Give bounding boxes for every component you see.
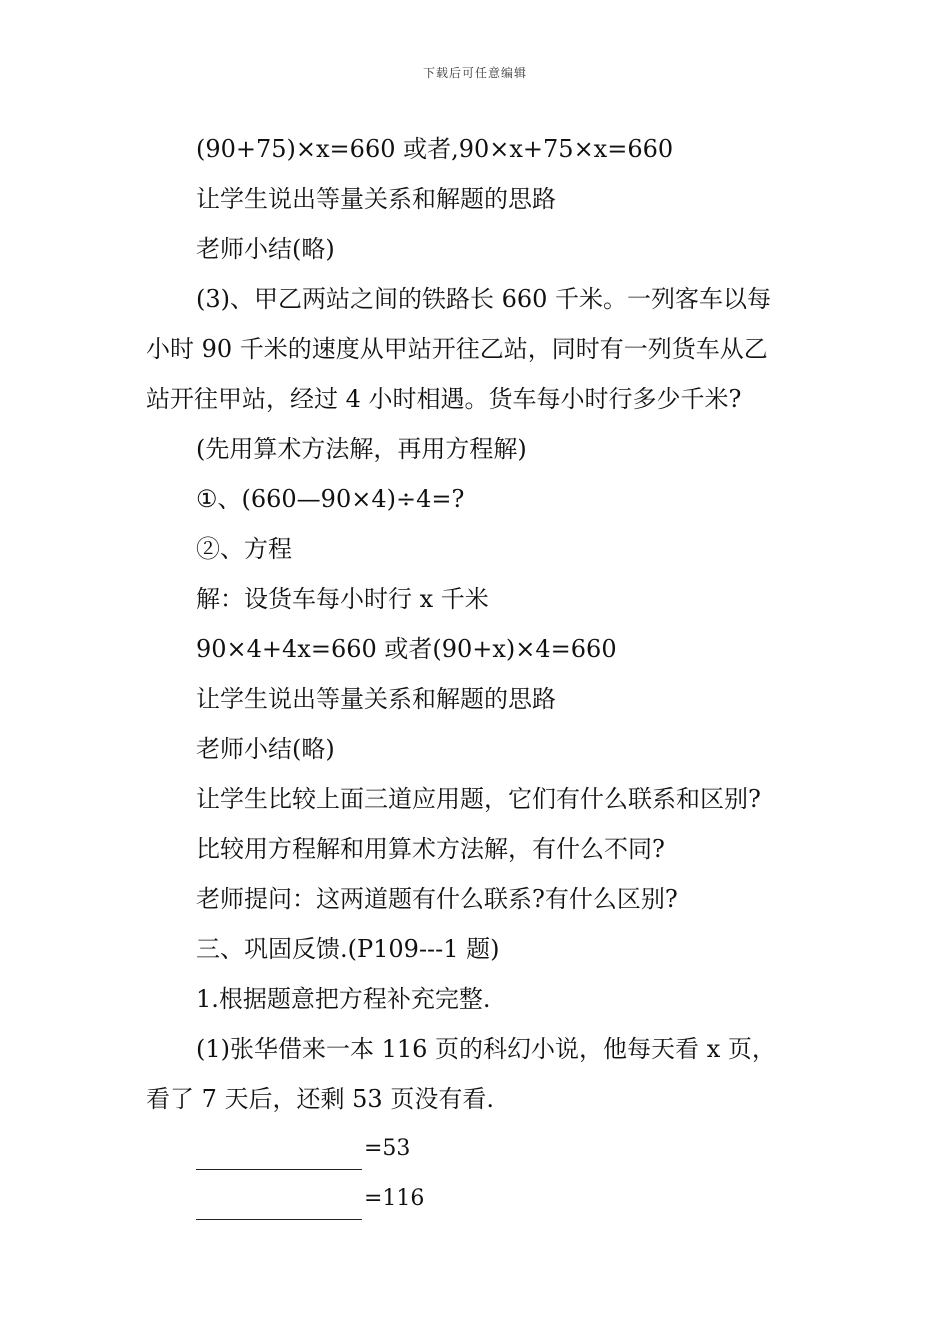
exercise-text-line: 看了 7 天后，还剩 53 页没有看. (146, 1085, 494, 1113)
fill-in-blank (196, 1141, 362, 1170)
problem-text-line: 小时 90 千米的速度从甲站开往乙站，同时有一列货车从乙 (146, 335, 768, 363)
solution-step-line: ②、方程 (196, 535, 292, 563)
blank-rhs: =116 (364, 1186, 425, 1211)
fill-in-blank-row (146, 1178, 806, 1228)
fill-in-blank (196, 1191, 362, 1220)
paragraph-line: 老师小结(略) (196, 735, 335, 763)
blank-rhs: =53 (364, 1136, 411, 1161)
page-header: 下载后可任意编辑 (422, 66, 527, 80)
problem-text-line: 站开往甲站，经过 4 小时相遇。货车每小时行多少千米? (146, 385, 742, 413)
paragraph-line: 让学生说出等量关系和解题的思路 (196, 185, 556, 213)
paragraph-line: 让学生比较上面三道应用题，它们有什么联系和区别? (196, 785, 761, 813)
paragraph-line: (先用算术方法解，再用方程解) (196, 435, 527, 463)
section-heading: 三、巩固反馈.(P109---1 题) (196, 935, 500, 963)
exercise-text-line: (1)张华借来一本 116 页的科幻小说，他每天看 x 页， (196, 1035, 776, 1063)
paragraph-line: 让学生说出等量关系和解题的思路 (196, 685, 556, 713)
equation-line: (90+75)×x=660 或者,90×x+75×x=660 (196, 135, 674, 163)
paragraph-line: 老师小结(略) (196, 235, 335, 263)
solution-step-line: 解：设货车每小时行 x 千米 (196, 585, 489, 613)
problem-text-line: (3)、甲乙两站之间的铁路长 660 千米。一列客车以每 (196, 285, 772, 313)
document-body (146, 128, 806, 1228)
solution-step-line: ①、(660—90×4)÷4=? (196, 485, 465, 513)
paragraph-line: 老师提问：这两道题有什么联系?有什么区别? (196, 885, 678, 913)
exercise-heading: 1.根据题意把方程补充完整. (196, 985, 491, 1013)
equation-line: 90×4+4x=660 或者(90+x)×4=660 (196, 635, 617, 663)
fill-in-blank-row (146, 1128, 806, 1178)
paragraph-line: 比较用方程解和用算术方法解，有什么不同? (196, 835, 665, 863)
